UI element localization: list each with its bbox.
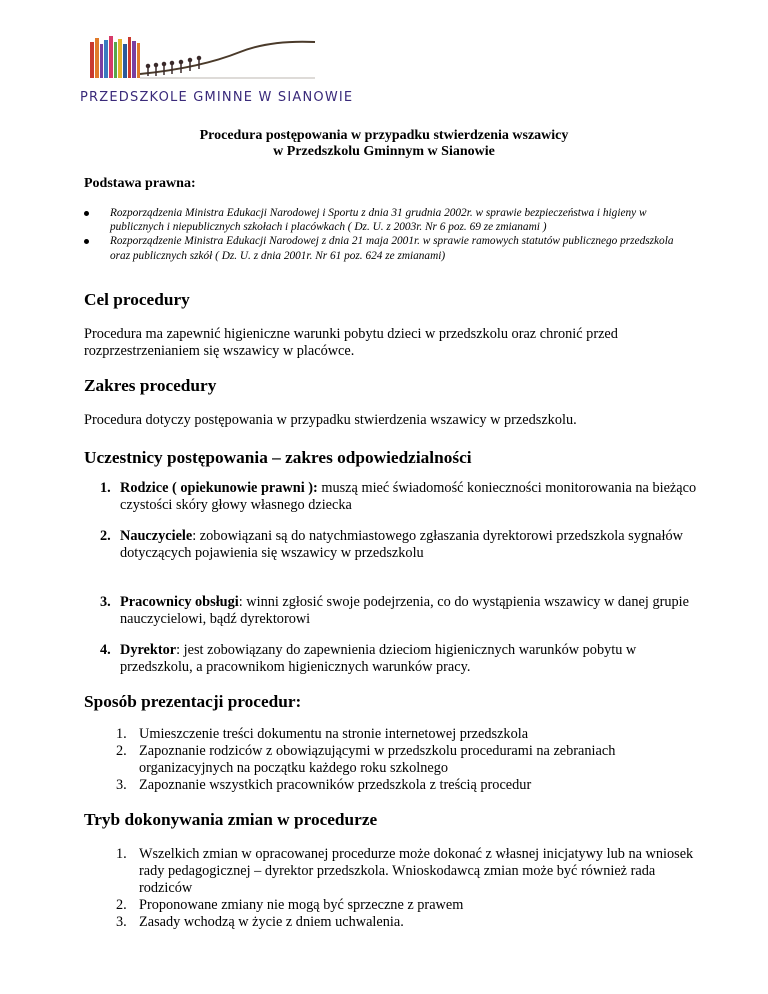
participants-heading: Uczestnicy postępowania – zakres odpowiedzialności xyxy=(84,448,472,467)
bullet-icon xyxy=(84,211,89,216)
participant-item-parents: 1. Rodzice ( opiekunowie prawni ): muszą mieć świadomość konieczności monitorowania na bieżąco czystości skóry głowy własnego dziecka xyxy=(100,480,697,513)
scope-heading: Zakres procedury xyxy=(84,376,217,395)
bullet-icon xyxy=(84,239,89,244)
participant-item-staff: 3. Pracownicy obsługi: winni zgłosić swoje podejrzenia, co do wystąpienia wszawicy w danej grupie nauczycielowi, bądź dyrektorowi xyxy=(100,594,689,627)
kindergarten-logo xyxy=(80,30,354,112)
logo-text: PRZEDSZKOLE GMINNE W SIANOWIE xyxy=(80,90,354,105)
scope-text: Procedura dotyczy postępowania w przypadku stwierdzenia wszawicy w przedszkolu. xyxy=(84,412,577,428)
title-line-2: w Przedszkolu Gminnym w Sianowie xyxy=(273,144,495,159)
presentation-heading: Sposób prezentacji procedur: xyxy=(84,692,302,711)
logo-graphic xyxy=(80,30,320,90)
participant-item-teachers: 2. Nauczyciele: zobowiązani są do natychmiastowego zgłaszania dyrektorowi przedszkola sygnałów dotyczących pojawienia się wszawicy w przedszkolu xyxy=(100,528,683,561)
legal-basis-list xyxy=(110,206,680,263)
changes-heading: Tryb dokonywania zmian w procedurze xyxy=(84,810,378,829)
list-item: 3. Zapoznanie wszystkich pracowników przedszkola z treścią procedur xyxy=(116,777,532,793)
title-line-1: Procedura postępowania w przypadku stwierdzenia wszawicy xyxy=(199,128,569,143)
goal-text: Procedura ma zapewnić higieniczne warunki pobytu dzieci w przedszkolu oraz chronić przed rozprzestrzenianiem się wszawicy w placówce. xyxy=(84,326,618,359)
presentation-list xyxy=(116,726,696,794)
changes-list xyxy=(116,846,696,931)
legal-basis-heading: Podstawa prawna: xyxy=(84,176,196,191)
goal-heading: Cel procedury xyxy=(84,290,190,309)
participant-item-director: 4. Dyrektor: jest zobowiązany do zapewnienia dzieciom higienicznych warunków pobytu w przedszkolu, a pracownikom higienicznych warunków pracy. xyxy=(100,642,637,675)
document-title xyxy=(0,128,768,160)
list-item: 2. Zapoznanie rodziców z obowiązującymi w przedszkolu procedurami na zebraniach organizacyjnych na początku każdego roku szkolnego xyxy=(116,743,616,776)
legal-basis-item: Rozporządzenia Ministra Edukacji Narodowej i Sportu z dnia 31 grudnia 2002r. w sprawie bezpieczeństwa i higieny w publicznych i niepublicznych szkołach i placówkach ( Dz. U. z 2003r. Nr 6 poz. 69 ze zmianami ) xyxy=(110,206,680,234)
legal-basis-item: Rozporządzenie Ministra Edukacji Narodowej z dnia 21 maja 2001r. w sprawie ramowych statutów publicznego przedszkola oraz publicznych szkół ( Dz. U. z dnia 2001r. Nr 61 poz. 624 ze zmianami) xyxy=(110,234,680,262)
list-item: 1. Umieszczenie treści dokumentu na stronie internetowej przedszkola xyxy=(116,726,529,742)
list-item: 1. Wszelkich zmian w opracowanej procedurze może dokonać z własnej inicjatywy lub na wniosek rady pedagogicznej – dyrektor przedszkola. Wnioskodawcą zmian może być również rada rodziców xyxy=(116,846,694,896)
list-item: 2. Proponowane zmiany nie mogą być sprzeczne z prawem xyxy=(116,897,464,913)
list-item: 3. Zasady wchodzą w życie z dniem uchwalenia. xyxy=(116,914,404,930)
